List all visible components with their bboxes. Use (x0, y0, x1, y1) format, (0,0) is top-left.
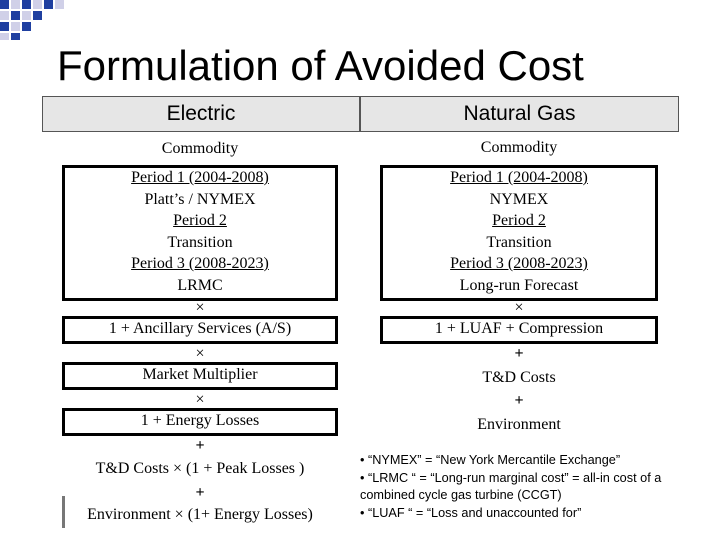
gas-environment: Environment (477, 416, 561, 433)
electric-energy-losses: 1 + Energy Losses (140, 412, 260, 429)
gas-times: × (514, 299, 524, 316)
electric-period-1: Period 1 (2004-2008) (131, 169, 269, 186)
electric-td-costs: T&D Costs × (1 + Peak Losses ) (95, 460, 305, 477)
corner-decoration (0, 0, 140, 40)
electric-environment: Environment × (1+ Energy Losses) (87, 506, 313, 523)
electric-ancillary: 1 + Ancillary Services (A/S) (108, 320, 292, 337)
slide-title: Formulation of Avoided Cost (57, 42, 584, 89)
electric-plus-2: + (195, 484, 205, 501)
gas-commodity: Commodity (480, 139, 558, 156)
electric-period-2: Period 2 (173, 212, 227, 229)
gas-td-costs: T&D Costs (482, 369, 556, 386)
gas-plus-2: + (514, 392, 524, 409)
gas-period-list (380, 167, 658, 296)
footnote-lrmc-cont: combined cycle gas turbine (CCGT) (360, 488, 562, 502)
gas-period-3: Period 3 (2008-2023) (450, 255, 588, 272)
gas-period-3-source: Long-run Forecast (459, 276, 579, 294)
footnote-lrmc: • “LRMC “ = “Long-run marginal cost” = all-in cost of a (360, 470, 662, 485)
electric-times-3: × (195, 391, 205, 408)
header-natural-gas: Natural Gas (360, 96, 679, 132)
footnotes (360, 452, 712, 522)
electric-commodity: Commodity (161, 140, 239, 157)
electric-period-3-source: LRMC (177, 276, 223, 294)
gas-period-1: Period 1 (2004-2008) (450, 169, 588, 186)
electric-period-2-source: Transition (167, 233, 233, 251)
gas-period-2-source: Transition (486, 233, 552, 251)
electric-market-multiplier: Market Multiplier (142, 366, 258, 383)
footnote-luaf: • “LUAF “ = “Loss and unaccounted for” (360, 505, 582, 520)
header-electric: Electric (42, 96, 360, 132)
electric-times-2: × (195, 345, 205, 362)
gas-plus-1: + (514, 345, 524, 362)
gas-period-2: Period 2 (492, 212, 546, 229)
gas-period-1-source: NYMEX (489, 190, 549, 208)
gas-luaf-compression: 1 + LUAF + Compression (434, 320, 604, 337)
electric-times-1: × (195, 299, 205, 316)
electric-period-3: Period 3 (2008-2023) (131, 255, 269, 272)
electric-period-1-source: Platt’s / NYMEX (144, 190, 256, 208)
footnote-nymex: • “NYMEX” = “New York Mercantile Exchange” (360, 453, 621, 467)
electric-period-list (62, 167, 338, 296)
electric-plus-1: + (195, 437, 205, 454)
